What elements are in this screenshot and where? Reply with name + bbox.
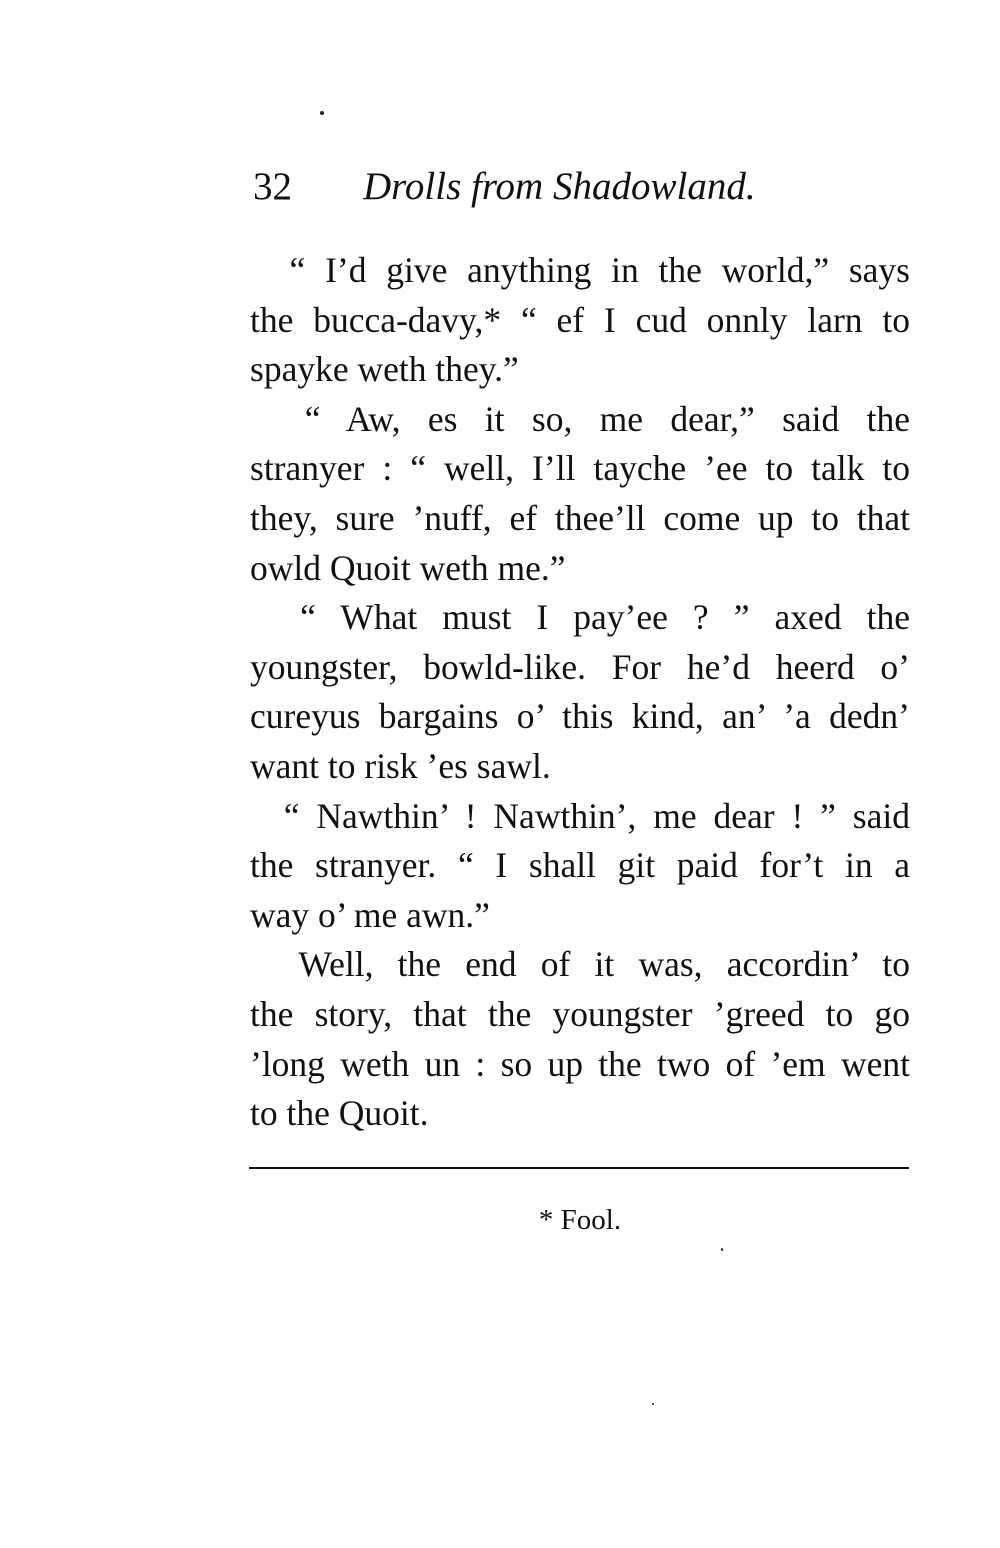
text-line: the story, that the youngster ’greed to go [250,993,910,1034]
text-line: “ What must I pay’ee ? ” axed the [250,597,910,638]
text-line: stranyer : “ well, I’ll tayche ’ee to talk to [250,448,910,489]
text-line: they, sure ’nuff, ef thee’ll come up to that [250,497,910,538]
text-line: the stranyer. “ I shall git paid for’t in a [250,845,910,886]
text-line: want to risk ’es sawl. [250,745,551,786]
text-line: to the Quoit. [250,1093,429,1134]
text-line: the bucca-davy,* “ ef I cud onnly larn to [250,299,910,340]
page-header [253,162,913,212]
text-line: way o’ me awn.” [250,894,490,935]
print-speck [652,1403,654,1405]
text-line: youngster, bowld-like. For he’d heerd o’ [250,646,910,687]
text-line: spayke weth they.” [250,349,519,390]
text-line: owld Quoit weth me.” [250,547,566,588]
page-number: 32 [253,165,292,208]
footnote: * Fool. [538,1204,622,1236]
footnote-divider [249,1167,909,1169]
text-line: Well, the end of it was, accordin’ to [250,944,910,985]
text-line: “ I’d give anything in the world,” says [250,250,910,290]
text-line: ’long weth un : so up the two of ’em went [250,1043,910,1084]
text-line: “ Aw, es it so, me dear,” said the [250,398,910,439]
running-title: Drolls from Shadowland. [363,165,756,208]
print-speck [721,1248,723,1251]
print-speck [320,111,324,115]
body-text [250,246,910,1139]
text-line: cureyus bargains o’ this kind, an’ ’a dedn’ [250,696,910,737]
text-line: “ Nawthin’ ! Nawthin’, me dear ! ” said [250,795,910,836]
